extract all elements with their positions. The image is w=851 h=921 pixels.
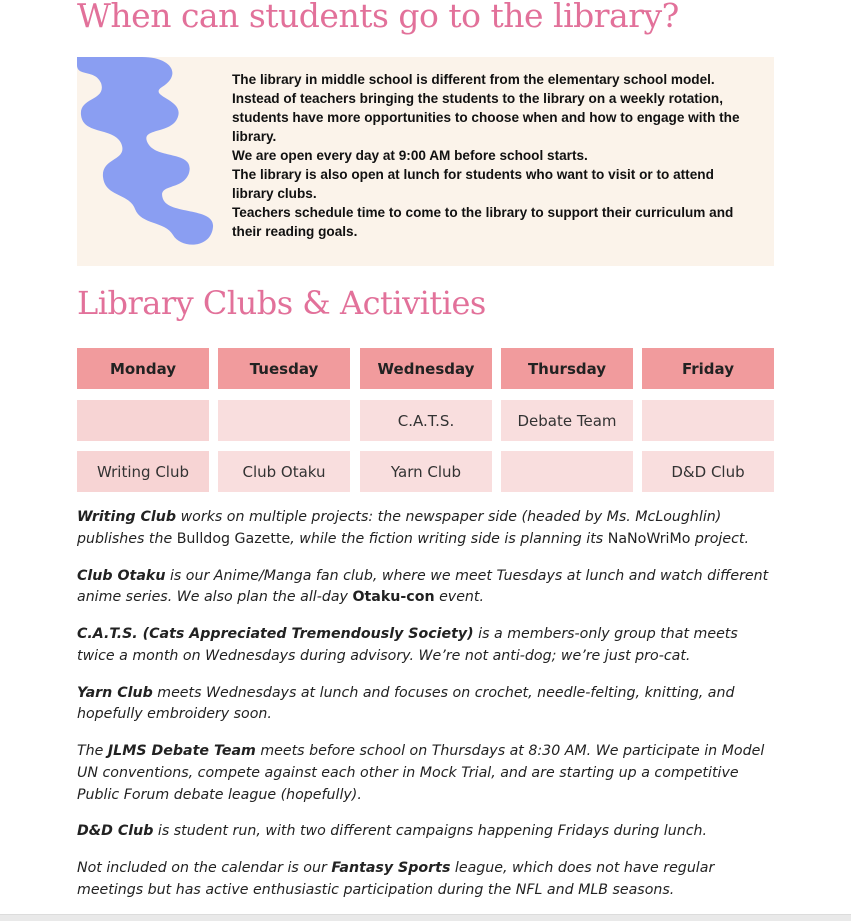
- description-text: is student run, with two different campaigns happening Fridays during lunch.: [153, 823, 708, 840]
- cats-description: [77, 624, 777, 667]
- day-header-wednesday: Wednesday: [360, 348, 492, 389]
- schedule-cell: D&D Club: [642, 451, 774, 492]
- club-otaku-description: [77, 566, 777, 609]
- description-text: , while the fiction writing side is planning its: [290, 530, 608, 547]
- writing-club-description: [77, 507, 777, 550]
- club-name: Fantasy Sports: [331, 860, 451, 877]
- club-name: JLMS Debate Team: [107, 743, 256, 760]
- schedule-cell: [218, 400, 350, 441]
- description-text: meets Wednesdays at lunch and focuses on crochet, needle-felting, knitting, and hopefully embroidery soon.: [77, 684, 735, 723]
- day-header-thursday: Thursday: [501, 348, 633, 389]
- clubs-heading: Library Clubs & Activities: [77, 284, 486, 322]
- description-text: is our Anime/Manga fan club, where we meet Tuesdays at lunch and watch different anime series. We also plan the all-day: [77, 567, 769, 606]
- schedule-cell: Writing Club: [77, 451, 209, 492]
- club-name: Yarn Club: [77, 684, 153, 701]
- description-text: is a members-only group that meets twice a month on Wednesdays during advisory. We’re not anti-dog; we’re just pro-cat.: [77, 626, 738, 664]
- schedule-cell: Debate Team: [501, 400, 633, 441]
- schedule-cell: Club Otaku: [218, 451, 350, 492]
- description-text: event.: [434, 589, 484, 606]
- page-title: When can students go to the library?: [77, 0, 679, 35]
- description-text: project.: [690, 530, 749, 547]
- club-name: Writing Club: [77, 509, 177, 525]
- event-name: Otaku-con: [352, 589, 435, 606]
- debate-team-description: [77, 741, 777, 806]
- club-name: Club Otaku: [77, 567, 166, 584]
- intro-line: Instead of teachers bringing the students to the library on a weekly rotation, students have more opportunities to choose when and how to engage with the library.: [232, 91, 740, 144]
- schedule-cell: [501, 451, 633, 492]
- day-header-friday: Friday: [642, 348, 774, 389]
- fantasy-sports-description: [77, 858, 777, 901]
- description-text: works on multiple projects: the newspaper side (headed by Ms. McLoughlin) publishes the: [77, 509, 722, 547]
- schedule-cell: [77, 400, 209, 441]
- event-name: NaNoWriMo: [607, 530, 691, 547]
- schedule-cell: C.A.T.S.: [360, 400, 492, 441]
- intro-line: We are open every day at 9:00 AM before school starts.: [232, 148, 588, 163]
- day-header-tuesday: Tuesday: [218, 348, 350, 389]
- publication-name: Bulldog Gazette: [176, 530, 291, 547]
- intro-text: [232, 70, 752, 241]
- yarn-club-description: [77, 683, 777, 726]
- library-hours-box: [77, 57, 774, 266]
- description-text: league, which does not have regular meetings but has active enthusiastic participation during the NFL and MLB seasons.: [77, 860, 715, 899]
- description-text: The: [77, 743, 108, 760]
- dnd-club-description: [77, 821, 777, 843]
- intro-line: The library in middle school is different from the elementary school model.: [232, 72, 715, 87]
- intro-line: Teachers schedule time to come to the library to support their curriculum and their reading goals.: [232, 205, 734, 239]
- club-descriptions: [77, 507, 777, 917]
- intro-line: The library is also open at lunch for students who want to visit or to attend library clubs.: [232, 167, 714, 201]
- schedule-cell: [642, 400, 774, 441]
- club-name: C.A.T.S. (Cats Appreciated Tremendously Society): [77, 626, 474, 643]
- description-text: Not included on the calendar is our: [77, 860, 332, 877]
- day-header-monday: Monday: [77, 348, 209, 389]
- decorative-blob: [77, 57, 227, 247]
- schedule-cell: Yarn Club: [360, 451, 492, 492]
- club-name: D&D Club: [77, 823, 154, 840]
- description-text: meets before school on Thursdays at 8:30 AM. We participate in Model UN conventions, compete against each other in Mock Trial, and are starting up a competitive Public Forum debate league (hopefully).: [77, 743, 765, 803]
